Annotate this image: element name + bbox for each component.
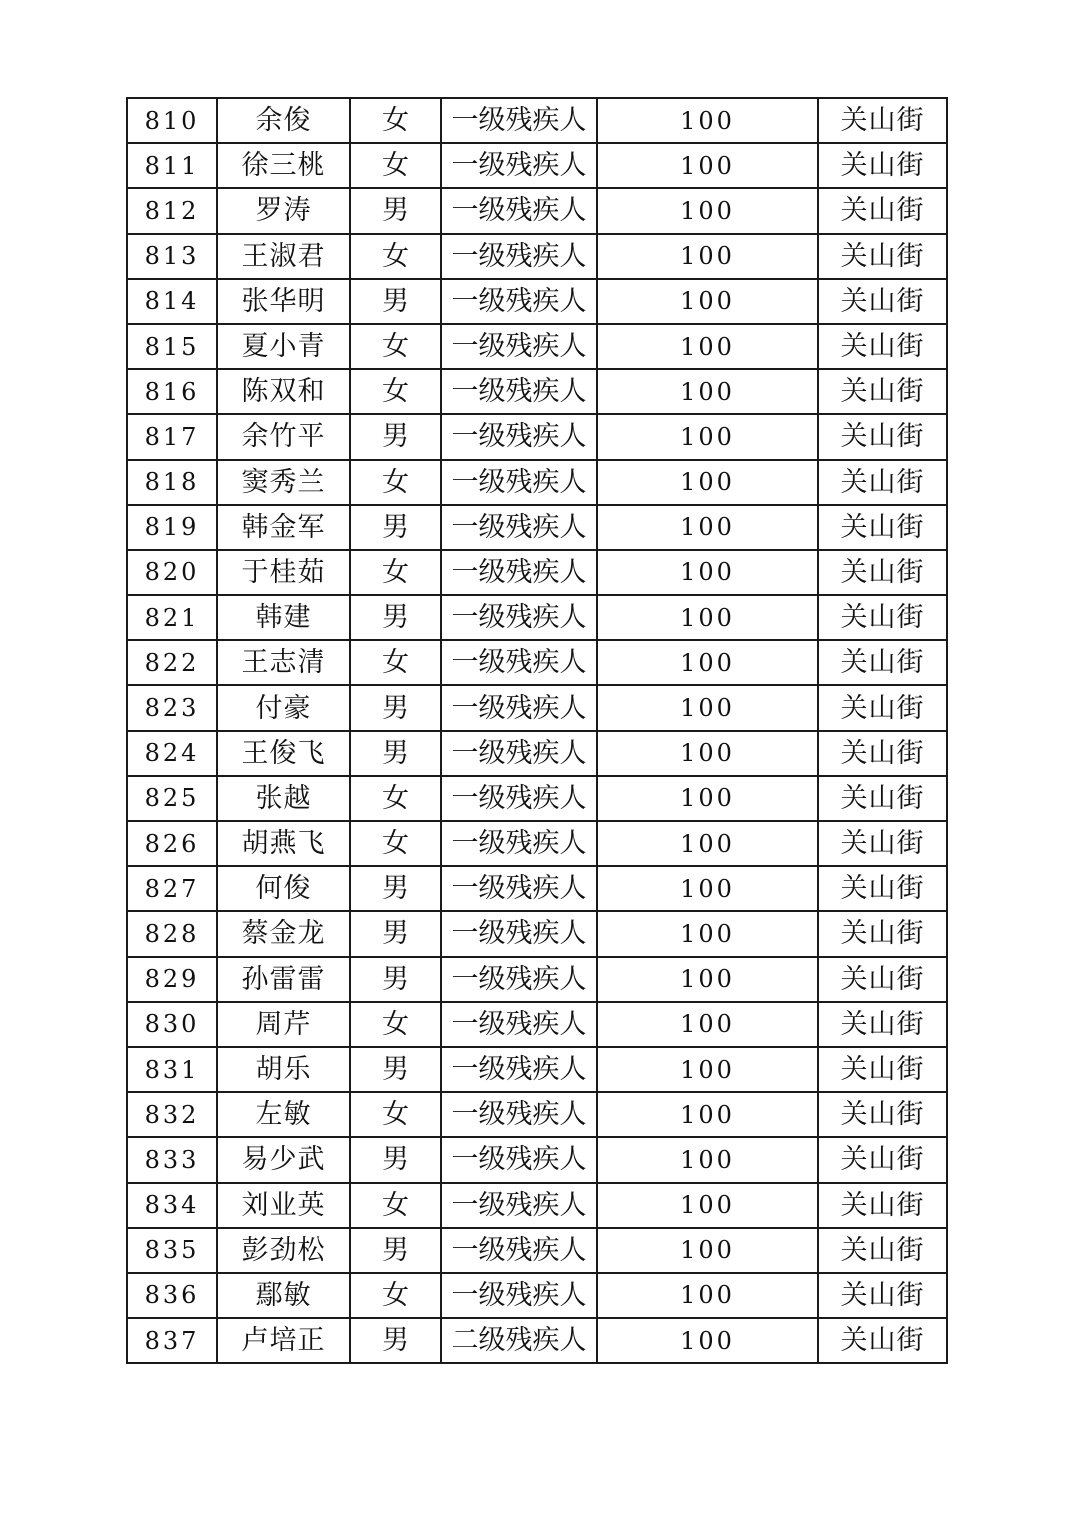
recipient-table-body [127,98,947,1363]
name-cell: 韩建 [217,595,350,640]
gender-cell: 男 [350,1137,441,1182]
row-number-cell: 819 [127,505,217,550]
table-row [127,595,947,640]
table-row [127,1002,947,1047]
row-number-cell: 828 [127,911,217,956]
gender-cell: 男 [350,414,441,459]
name-cell: 孙雷雷 [217,957,350,1002]
category-cell: 一级残疾人 [441,1137,597,1182]
gender-cell: 男 [350,279,441,324]
area-cell: 关山街 [818,957,947,1002]
category-cell: 一级残疾人 [441,98,597,143]
amount-cell: 100 [597,414,818,459]
name-cell: 蔡金龙 [217,911,350,956]
table-row [127,414,947,459]
category-cell: 一级残疾人 [441,1228,597,1273]
amount-cell: 100 [597,595,818,640]
gender-cell: 女 [350,821,441,866]
table-row [127,911,947,956]
name-cell: 王志清 [217,640,350,685]
table-row [127,731,947,776]
name-cell: 胡乐 [217,1047,350,1092]
amount-cell: 100 [597,460,818,505]
gender-cell: 女 [350,1092,441,1137]
gender-cell: 女 [350,234,441,279]
area-cell: 关山街 [818,324,947,369]
area-cell: 关山街 [818,98,947,143]
amount-cell: 100 [597,731,818,776]
name-cell: 易少武 [217,1137,350,1182]
table-row [127,776,947,821]
area-cell: 关山街 [818,640,947,685]
area-cell: 关山街 [818,1228,947,1273]
amount-cell: 100 [597,957,818,1002]
area-cell: 关山街 [818,1137,947,1182]
name-cell: 韩金军 [217,505,350,550]
row-number-cell: 822 [127,640,217,685]
amount-cell: 100 [597,98,818,143]
amount-cell: 100 [597,505,818,550]
category-cell: 一级残疾人 [441,188,597,233]
gender-cell: 女 [350,460,441,505]
name-cell: 张华明 [217,279,350,324]
area-cell: 关山街 [818,188,947,233]
amount-cell: 100 [597,279,818,324]
name-cell: 王俊飞 [217,731,350,776]
category-cell: 一级残疾人 [441,640,597,685]
table-row [127,866,947,911]
amount-cell: 100 [597,1183,818,1228]
table-row [127,957,947,1002]
name-cell: 徐三桃 [217,143,350,188]
area-cell: 关山街 [818,414,947,459]
amount-cell: 100 [597,1092,818,1137]
row-number-cell: 827 [127,866,217,911]
name-cell: 于桂茹 [217,550,350,595]
gender-cell: 女 [350,324,441,369]
category-cell: 一级残疾人 [441,595,597,640]
name-cell: 刘业英 [217,1183,350,1228]
row-number-cell: 817 [127,414,217,459]
name-cell: 付豪 [217,685,350,730]
amount-cell: 100 [597,1047,818,1092]
gender-cell: 女 [350,1183,441,1228]
amount-cell: 100 [597,188,818,233]
name-cell: 余竹平 [217,414,350,459]
gender-cell: 女 [350,1273,441,1318]
amount-cell: 100 [597,143,818,188]
category-cell: 一级残疾人 [441,324,597,369]
category-cell: 一级残疾人 [441,1273,597,1318]
row-number-cell: 821 [127,595,217,640]
category-cell: 一级残疾人 [441,550,597,595]
row-number-cell: 813 [127,234,217,279]
amount-cell: 100 [597,369,818,414]
name-cell: 胡燕飞 [217,821,350,866]
area-cell: 关山街 [818,234,947,279]
category-cell: 一级残疾人 [441,143,597,188]
amount-cell: 100 [597,1137,818,1182]
area-cell: 关山街 [818,595,947,640]
area-cell: 关山街 [818,550,947,595]
area-cell: 关山街 [818,279,947,324]
row-number-cell: 823 [127,685,217,730]
row-number-cell: 829 [127,957,217,1002]
table-row [127,369,947,414]
row-number-cell: 825 [127,776,217,821]
name-cell: 窦秀兰 [217,460,350,505]
table-row [127,460,947,505]
recipient-table [126,97,948,1364]
category-cell: 一级残疾人 [441,685,597,730]
area-cell: 关山街 [818,1047,947,1092]
name-cell: 张越 [217,776,350,821]
row-number-cell: 834 [127,1183,217,1228]
amount-cell: 100 [597,550,818,595]
category-cell: 一级残疾人 [441,911,597,956]
row-number-cell: 811 [127,143,217,188]
amount-cell: 100 [597,1228,818,1273]
category-cell: 一级残疾人 [441,1092,597,1137]
gender-cell: 女 [350,640,441,685]
table-row [127,1318,947,1363]
area-cell: 关山街 [818,685,947,730]
table-row [127,1273,947,1318]
area-cell: 关山街 [818,460,947,505]
gender-cell: 女 [350,369,441,414]
table-row [127,821,947,866]
amount-cell: 100 [597,640,818,685]
table-row [127,98,947,143]
category-cell: 一级残疾人 [441,369,597,414]
row-number-cell: 824 [127,731,217,776]
area-cell: 关山街 [818,369,947,414]
amount-cell: 100 [597,1318,818,1363]
gender-cell: 女 [350,550,441,595]
row-number-cell: 830 [127,1002,217,1047]
name-cell: 鄢敏 [217,1273,350,1318]
row-number-cell: 820 [127,550,217,595]
name-cell: 左敏 [217,1092,350,1137]
area-cell: 关山街 [818,1318,947,1363]
amount-cell: 100 [597,1002,818,1047]
table-row [127,279,947,324]
table-row [127,324,947,369]
gender-cell: 男 [350,731,441,776]
amount-cell: 100 [597,821,818,866]
table-row [127,143,947,188]
table-row [127,1092,947,1137]
area-cell: 关山街 [818,731,947,776]
name-cell: 陈双和 [217,369,350,414]
amount-cell: 100 [597,685,818,730]
table-row [127,505,947,550]
amount-cell: 100 [597,1273,818,1318]
name-cell: 卢培正 [217,1318,350,1363]
gender-cell: 男 [350,595,441,640]
row-number-cell: 810 [127,98,217,143]
row-number-cell: 812 [127,188,217,233]
row-number-cell: 818 [127,460,217,505]
name-cell: 罗涛 [217,188,350,233]
table-row [127,640,947,685]
area-cell: 关山街 [818,1183,947,1228]
gender-cell: 女 [350,1002,441,1047]
category-cell: 一级残疾人 [441,1002,597,1047]
gender-cell: 男 [350,1318,441,1363]
area-cell: 关山街 [818,1092,947,1137]
category-cell: 一级残疾人 [441,414,597,459]
table-row [127,188,947,233]
category-cell: 一级残疾人 [441,776,597,821]
row-number-cell: 814 [127,279,217,324]
table-row [127,1047,947,1092]
row-number-cell: 815 [127,324,217,369]
area-cell: 关山街 [818,505,947,550]
table-row [127,1228,947,1273]
gender-cell: 女 [350,776,441,821]
category-cell: 一级残疾人 [441,821,597,866]
gender-cell: 男 [350,957,441,1002]
gender-cell: 男 [350,911,441,956]
area-cell: 关山街 [818,821,947,866]
gender-cell: 女 [350,143,441,188]
name-cell: 王淑君 [217,234,350,279]
row-number-cell: 832 [127,1092,217,1137]
row-number-cell: 837 [127,1318,217,1363]
category-cell: 一级残疾人 [441,234,597,279]
amount-cell: 100 [597,324,818,369]
amount-cell: 100 [597,911,818,956]
amount-cell: 100 [597,866,818,911]
category-cell: 一级残疾人 [441,460,597,505]
gender-cell: 男 [350,1047,441,1092]
area-cell: 关山街 [818,1002,947,1047]
table-row [127,1183,947,1228]
category-cell: 一级残疾人 [441,1183,597,1228]
category-cell: 一级残疾人 [441,731,597,776]
category-cell: 一级残疾人 [441,505,597,550]
table-row [127,1137,947,1182]
area-cell: 关山街 [818,143,947,188]
category-cell: 一级残疾人 [441,1047,597,1092]
name-cell: 夏小青 [217,324,350,369]
table-row [127,234,947,279]
area-cell: 关山街 [818,911,947,956]
row-number-cell: 836 [127,1273,217,1318]
category-cell: 一级残疾人 [441,957,597,1002]
table-row [127,550,947,595]
gender-cell: 男 [350,188,441,233]
category-cell: 二级残疾人 [441,1318,597,1363]
category-cell: 一级残疾人 [441,279,597,324]
gender-cell: 男 [350,866,441,911]
gender-cell: 女 [350,98,441,143]
amount-cell: 100 [597,234,818,279]
name-cell: 何俊 [217,866,350,911]
name-cell: 余俊 [217,98,350,143]
gender-cell: 男 [350,685,441,730]
row-number-cell: 835 [127,1228,217,1273]
row-number-cell: 826 [127,821,217,866]
row-number-cell: 831 [127,1047,217,1092]
category-cell: 一级残疾人 [441,866,597,911]
name-cell: 周芹 [217,1002,350,1047]
area-cell: 关山街 [818,866,947,911]
name-cell: 彭劲松 [217,1228,350,1273]
gender-cell: 男 [350,505,441,550]
amount-cell: 100 [597,776,818,821]
gender-cell: 男 [350,1228,441,1273]
row-number-cell: 833 [127,1137,217,1182]
area-cell: 关山街 [818,1273,947,1318]
row-number-cell: 816 [127,369,217,414]
area-cell: 关山街 [818,776,947,821]
table-row [127,685,947,730]
